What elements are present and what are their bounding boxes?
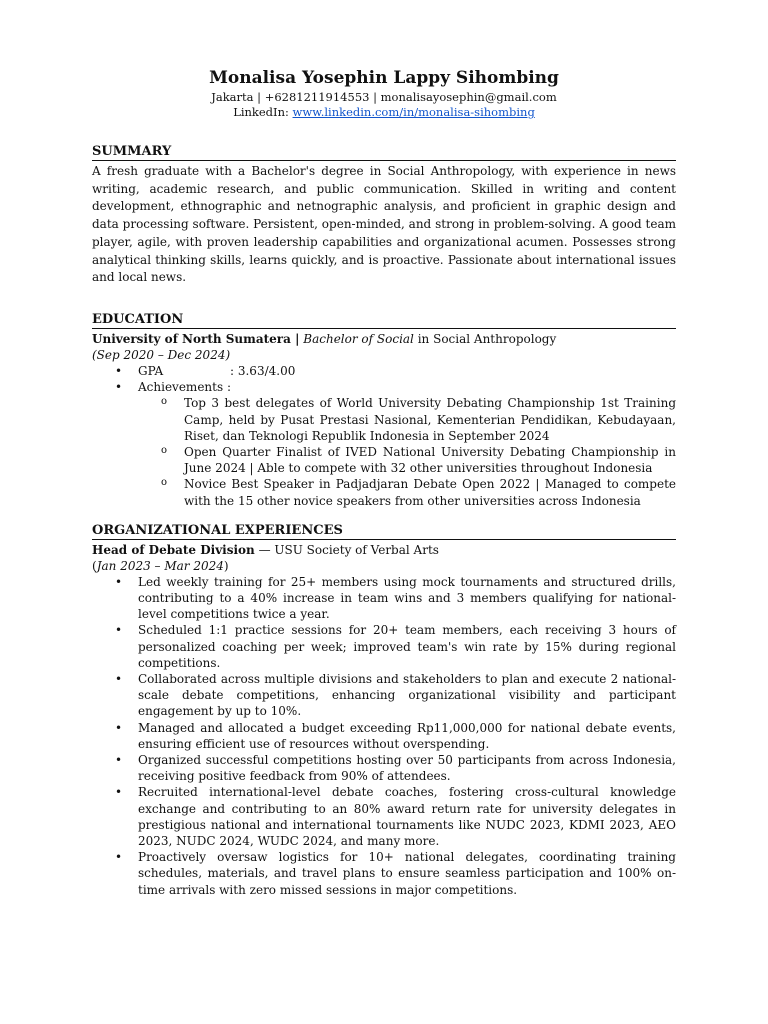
- gpa-label: GPA: [138, 363, 164, 378]
- org-title: ORGANIZATIONAL EXPERIENCES: [92, 523, 676, 540]
- education-title: EDUCATION: [92, 312, 676, 329]
- school-name: University of North Sumatera |: [92, 331, 300, 346]
- contact-line: Jakarta | +6281211914553 | monalisayosephin@gmail.com: [211, 90, 557, 104]
- org-dates-line: [92, 558, 676, 574]
- summary-text: A fresh graduate with a Bachelor's degree in Social Anthropology, with experience in news writing, academic research, and public communication. Skilled in writing and content development, ethnographic and netnographic analysis, and proficient in graphic design and data processing software. Persistent, open-minded, and strong in problem-solving. A good team player, agile, with proven leadership capabilities and organizational acumen. Possesses strong analytical thinking skills, learns quickly, and is proactive. Passionate about international issues and local news.: [92, 164, 676, 285]
- education-degree-line: [92, 331, 676, 347]
- education-dates: (Sep 2020 – Dec 2024): [92, 347, 231, 362]
- linkedin-link[interactable]: www.linkedin.com/in/monalisa-sihombing: [292, 105, 535, 119]
- summary-section: [92, 144, 676, 287]
- candidate-name: Monalisa Yosephin Lappy Sihombing: [209, 68, 559, 88]
- org-bullet: • Organized successful competitions hosting over 50 participants from across Indonesia, receiving positive feedback from 90% of attendees.: [92, 752, 676, 784]
- org-dates-close: ): [223, 558, 229, 573]
- degree-rest: in Social Anthropology: [413, 331, 557, 346]
- org-bullets: [92, 574, 676, 898]
- linkedin-line: [92, 105, 676, 120]
- education-section: [92, 312, 676, 509]
- org-bullet: • Scheduled 1:1 practice sessions for 20+ team members, each receiving 3 hours of personalized coaching per week; improved team's win rate by 15% during regional competitions.: [92, 622, 676, 671]
- org-bullet: • Led weekly training for 25+ members using mock tournaments and structured drills, contributing to a 40% increase in team wins and 3 members qualifying for national-level competitions twice a year.: [92, 574, 676, 623]
- org-bullet: • Proactively oversaw logistics for 10+ national delegates, coordinating training schedules, materials, and travel plans to ensure seamless participation and 100% on-time arrivals with zero missed sessions in major competitions.: [92, 849, 676, 898]
- gpa-value: : 3.63/4.00: [230, 363, 296, 378]
- linkedin-label: LinkedIn:: [233, 105, 293, 119]
- org-dates: Jan 2023 – Mar 2024: [96, 558, 224, 573]
- education-list: [92, 363, 676, 395]
- org-bullet: • Recruited international-level debate coaches, fostering cross-cultural knowledge exchange and contributing to an 80% award return rate for university delegates in prestigious national and international tournaments like NUDC 2023, KDMI 2023, AEO 2023, NUDC 2024, WUDC 2024, and many more.: [92, 784, 676, 849]
- org-name: — USU Society of Verbal Arts: [254, 542, 439, 557]
- achievement-item: o Novice Best Speaker in Padjadjaran Debate Open 2022 | Managed to compete with the 15 other novice speakers from other universities across Indonesia: [92, 476, 676, 508]
- achievements-item: • Achievements :: [92, 379, 676, 395]
- achievements-list: [92, 395, 676, 508]
- org-dates-open: (: [92, 558, 97, 573]
- org-bullet: • Managed and allocated a budget exceeding Rp11,000,000 for national debate events, ensuring efficient use of resources without overspending.: [92, 720, 676, 752]
- org-bullet: • Collaborated across multiple divisions and stakeholders to plan and execute 2 national-scale debate competitions, enhancing organizational visibility and participant engagement by up to 10%.: [92, 671, 676, 720]
- summary-title: SUMMARY: [92, 144, 676, 161]
- achievement-item: o Open Quarter Finalist of IVED National University Debating Championship in June 2024 | Able to compete with 32 other universities throughout Indonesia: [92, 444, 676, 476]
- gpa-item: [92, 363, 676, 379]
- org-role-line: [92, 542, 676, 558]
- degree-italic: Bachelor of Social: [303, 331, 414, 346]
- org-section: [92, 523, 676, 898]
- achievement-item: o Top 3 best delegates of World University Debating Championship 1st Training Camp, held by Pusat Prestasi Nasional, Kementerian Pendidikan, Kebudayaan, Riset, dan Teknologi Republik Indonesia in September 2024: [92, 395, 676, 444]
- org-role: Head of Debate Division: [92, 542, 255, 557]
